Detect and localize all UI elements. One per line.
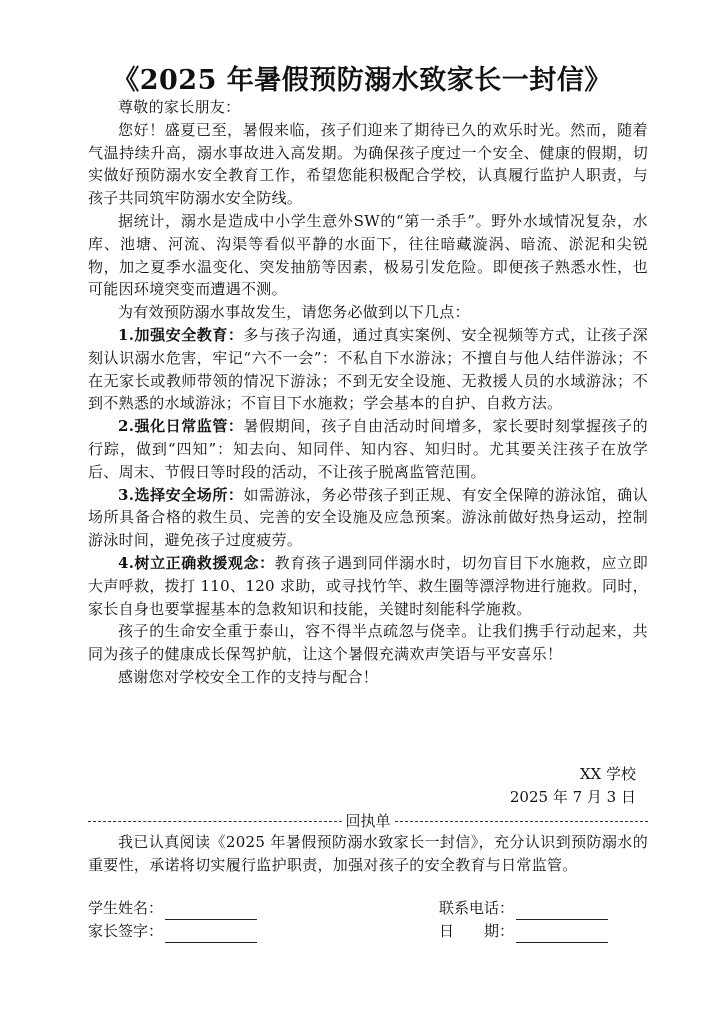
receipt-title: 回执单 [345, 812, 391, 830]
student-name-label: 学生姓名： [88, 899, 164, 917]
letter-body [88, 96, 648, 689]
receipt-fields [88, 897, 648, 943]
item-supervision [88, 415, 648, 483]
fields-row-1 [88, 897, 648, 920]
receipt-divider [88, 810, 648, 832]
signature-school: XX 学校 [579, 765, 636, 783]
letter-title: 《2025 年暑假预防溺水致家长一封信》 [112, 65, 612, 96]
paragraph-greeting: 您好！盛夏已至，暑假来临，孩子们迎来了期待已久的欢乐时光。然而，随着气温持续升高，溺水事故进入高发期。为确保孩子度过一个安全、健康的假期，切实做好预防溺水安全教育工作，希望您能积极配合学校，认真履行监护人职责，与孩子共同筑牢防溺水安全防线。 [88, 120, 648, 208]
paragraph-instructions: 为有效预防溺水事故发生，请您务必做到以下几点： [118, 303, 470, 322]
item-heading: 4.树立正确救援观念： [118, 553, 275, 572]
date-blank[interactable] [516, 926, 608, 943]
signature-date: 2025 年 7 月 3 日 [509, 788, 636, 806]
item-heading: 3.选择安全场所： [118, 485, 244, 504]
phone-label: 联系电话： [438, 899, 514, 917]
item-text: 暑假期间，孩子自由活动时间增多，家长要时刻掌握孩子的行踪，做到“四知”：知去向、知同伴、知内容、知归时。尤其要关注孩子在放学后、周末、节假日等时段的活动，不让孩子脱离监管范围。 [88, 417, 648, 481]
item-heading: 1.加强安全教育： [118, 325, 244, 344]
item-heading: 2.强化日常监管： [118, 417, 244, 436]
item-venue [88, 484, 648, 552]
paragraph-thanks: 感谢您对学校安全工作的支持与配合！ [118, 667, 379, 686]
salutation: 尊敬的家长朋友： [118, 98, 241, 116]
paragraph-statistics: 据统计，溺水是造成中小学生意外SW的“第一杀手”。野外水域情况复杂，水库、池塘、河流、沟渠等看似平静的水面下，往往暗藏漩涡、暗流、淤泥和尖锐物，加之夏季水温变化、突发抽筋等因素，极易引发危险。即便孩子熟悉水性，也可能因环境突变而遭遇不测。 [88, 211, 648, 299]
receipt-text: 我已认真阅读《2025 年暑假预防溺水致家长一封信》，充分认识到预防溺水的重要性，承诺将切实履行监护职责，加强对孩子的安全教育与日常监管。 [88, 833, 648, 874]
parent-signature-field[interactable] [88, 920, 257, 943]
phone-field[interactable] [439, 897, 608, 920]
item-rescue [88, 552, 648, 620]
fields-row-2 [88, 920, 648, 943]
item-text: 多与孩子沟通，通过真实案例、安全视频等方式，让孩子深刻认识溺水危害，牢记“六不一会”：不私自下水游泳；不擅自与他人结伴游泳；不在无家长或教师带领的情况下游泳；不到无安全设施、无救援人员的水域游泳；不到不熟悉的水域游泳；不盲目下水施救；学会基本的自护、自救方法。 [88, 325, 648, 413]
student-name-blank[interactable] [165, 903, 257, 920]
item-text: 如需游泳，务必带孩子到正规、有安全保障的游泳馆，确认场所具备合格的救生员、完善的安全设施及应急预案。游泳前做好热身运动，控制游泳时间，避免孩子过度疲劳。 [88, 485, 648, 550]
dashed-line-left [88, 821, 342, 822]
paragraph-closing: 孩子的生命安全重于泰山，容不得半点疏忽与侥幸。让我们携手行动起来，共同为孩子的健康成长保驾护航，让这个暑假充满欢声笑语与平安喜乐！ [88, 622, 648, 664]
dashed-line-right [395, 821, 649, 822]
student-name-field[interactable] [88, 897, 257, 920]
item-education [88, 324, 648, 415]
parent-signature-label: 家长签字： [88, 921, 164, 940]
date-field[interactable] [439, 920, 608, 943]
phone-blank[interactable] [516, 903, 608, 920]
item-text: 教育孩子遇到同伴溺水时，切勿盲目下水施救，应立即大声呼救，拨打 110、120 求助，或寻找竹竿、救生圈等漂浮物进行施救。同时，家长自身也要掌握基本的急救知识和技能，关键时刻能科学施救。 [88, 553, 648, 618]
receipt-body [88, 831, 648, 877]
date-label: 日 期： [438, 921, 514, 940]
parent-signature-blank[interactable] [165, 926, 257, 943]
